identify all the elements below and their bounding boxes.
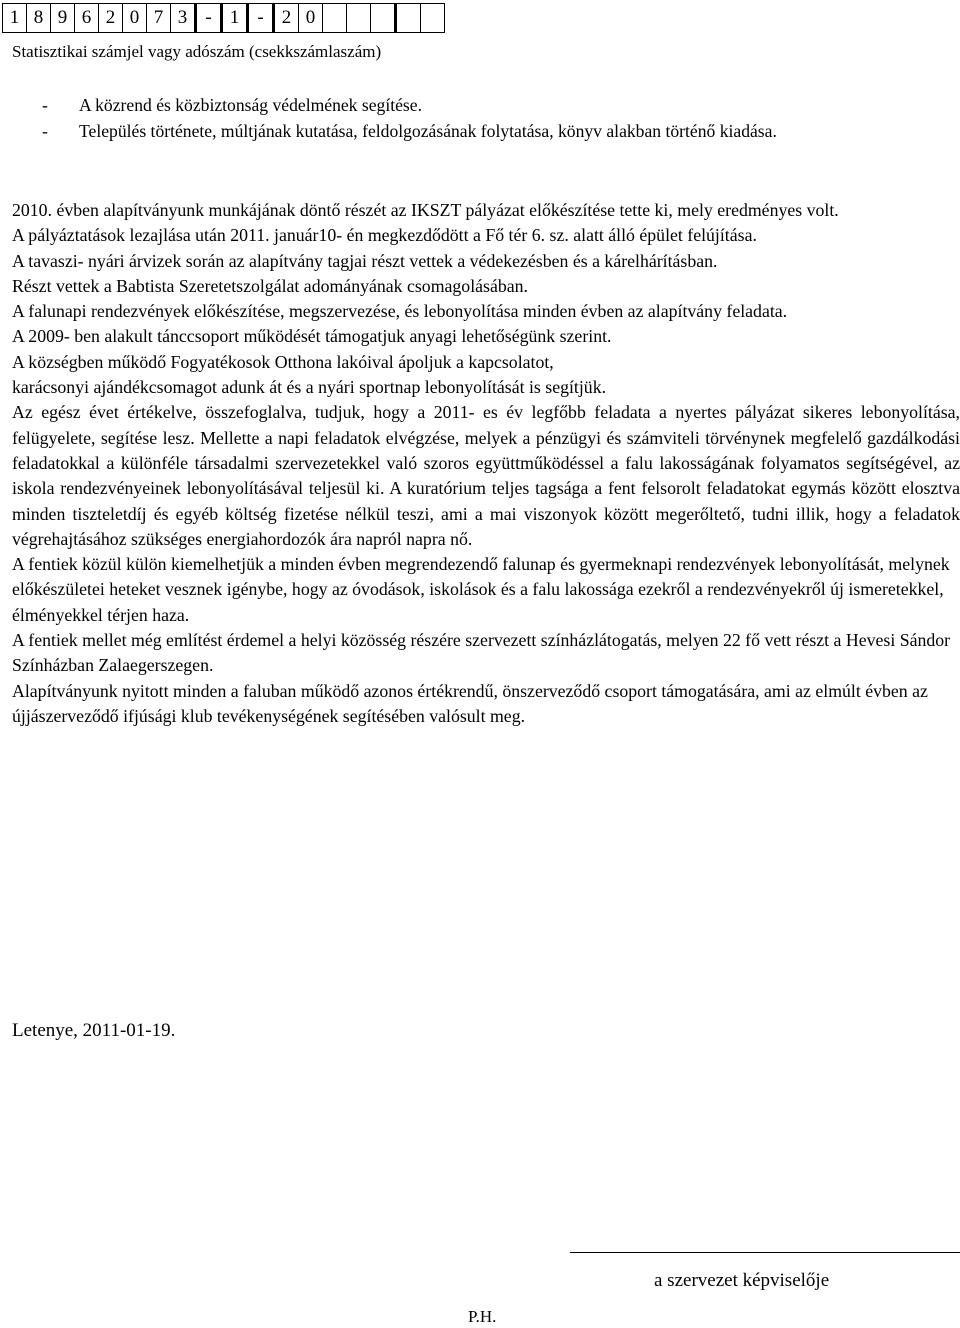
id-cell: 1 xyxy=(3,4,27,33)
place-date: Letenye, 2011-01-19. xyxy=(12,1020,176,1041)
paragraph: Részt vettek a Babtista Szeretetszolgálat adományának csomagolásában. xyxy=(12,275,528,296)
bullet-text: Település története, múltjának kutatása, feldolgozásának folytatása, könyv alakban történő kiadása. xyxy=(79,121,777,141)
id-cell xyxy=(347,4,371,33)
paragraph: A 2009- ben alakult tánccsoport működését támogatjuk anyagi lehetőségünk szerint. xyxy=(12,326,612,347)
paragraph: 2010. évben alapítványunk munkájának döntő részét az IKSZT pályázat előkészítése tette ki, mely eredményes volt. xyxy=(12,200,839,220)
bullet-item xyxy=(42,92,942,118)
paragraph: karácsonyi ajándékcsomagot adunk át és a nyári sportnap lebonyolítását is segítjük. xyxy=(12,377,607,398)
stamp-placeholder: P.H. xyxy=(468,1307,497,1326)
paragraph: A községben működő Fogyatékosok Otthona lakóival ápoljuk a kapcsolatot, xyxy=(12,351,554,372)
id-cell: 1 xyxy=(222,4,248,33)
id-caption: Statisztikai számjel vagy adószám (csekkszámlaszám) xyxy=(12,42,382,61)
id-cell: - xyxy=(248,4,274,33)
id-cell: 7 xyxy=(147,4,171,33)
id-cell xyxy=(371,4,396,33)
id-cell xyxy=(323,4,347,33)
id-cell: - xyxy=(196,4,222,33)
id-cell: 9 xyxy=(51,4,75,33)
id-cell: 0 xyxy=(299,4,323,33)
id-cell: 2 xyxy=(274,4,299,33)
paragraph: A falunapi rendezvények előkészítése, megszervezése, és lebonyolítása minden évben az alapítvány feladata. xyxy=(12,301,788,322)
id-cell xyxy=(421,4,445,33)
bullet-dash: - xyxy=(42,121,48,141)
report-body xyxy=(12,198,960,729)
paragraph: Az egész évet értékelve, összefoglalva, tudjuk, hogy a 2011- es év legfőbb feladata a nyertes pályázat sikeres lebonyolítása, felügyelete, segítése lesz. Mellette a napi feladatok elvégzése, melyek a pénzügyi és számviteli törvénynek megfelelő gazdálkodási feladatokkal a különféle társadalmi szervezetekkel való szoros együttműködéssel a falu lakosságának folyamatos segítségével, az iskola rendezvényeinek lebonyolításával teljesül ki. A kuratórium teljes tagsága a fent felsorolt feladatokat egymás között elosztva minden tiszteletdíj és egyéb költség fizetése nélkül teszi, ami a mai viszonyok között megerőltető, tudni illik, hogy a feladatok végrehajtásához szükséges energiahordozók ára napról napra nő. xyxy=(12,402,960,549)
paragraph: Alapítványunk nyitott minden a faluban működő azonos értékrendű, önszerveződő csoport támogatására, ami az elmúlt évben az újjászerveződő ifjúsági klub tevékenységének segítésében valósult meg. xyxy=(12,680,928,726)
paragraph: A tavaszi- nyári árvizek során az alapítvány tagjai részt vettek a védekezésben és a kárelhárításban. xyxy=(12,250,718,271)
id-cell: 2 xyxy=(99,4,123,33)
id-cell: 3 xyxy=(171,4,196,33)
paragraph: A pályáztatások lezajlása után 2011. január10- én megkezdődött a Fő tér 6. sz. alatt álló épület felújítása. xyxy=(12,225,757,246)
tax-id-boxes xyxy=(2,3,445,33)
signature-line xyxy=(570,1252,960,1253)
paragraph: A fentiek közül külön kiemelhetjük a minden évben megrendezendő falunap és gyermeknapi rendezvények lebonyolítását, melynek előkészületei heteket vesznek igénybe, hogy az óvodások, iskolások és a falu lakossága ezekről a rendezvényekről új ismeretekkel, élményekkel térjen haza. xyxy=(12,554,950,625)
id-cell: 6 xyxy=(75,4,99,33)
bullet-list xyxy=(42,92,942,144)
id-cell: 0 xyxy=(123,4,147,33)
bullet-item xyxy=(42,118,942,144)
bullet-text: A közrend és közbiztonság védelmének segítése. xyxy=(79,95,422,115)
id-cell: 8 xyxy=(27,4,51,33)
signature-label: a szervezet képviselője xyxy=(654,1270,830,1291)
paragraph: A fentiek mellet még említést érdemel a helyi közösség részére szervezett színházlátogatás, melyen 22 fő vett részt a Hevesi Sándor Színházban Zalaegerszegen. xyxy=(12,630,951,676)
id-cell xyxy=(396,4,421,33)
bullet-dash: - xyxy=(42,95,48,115)
